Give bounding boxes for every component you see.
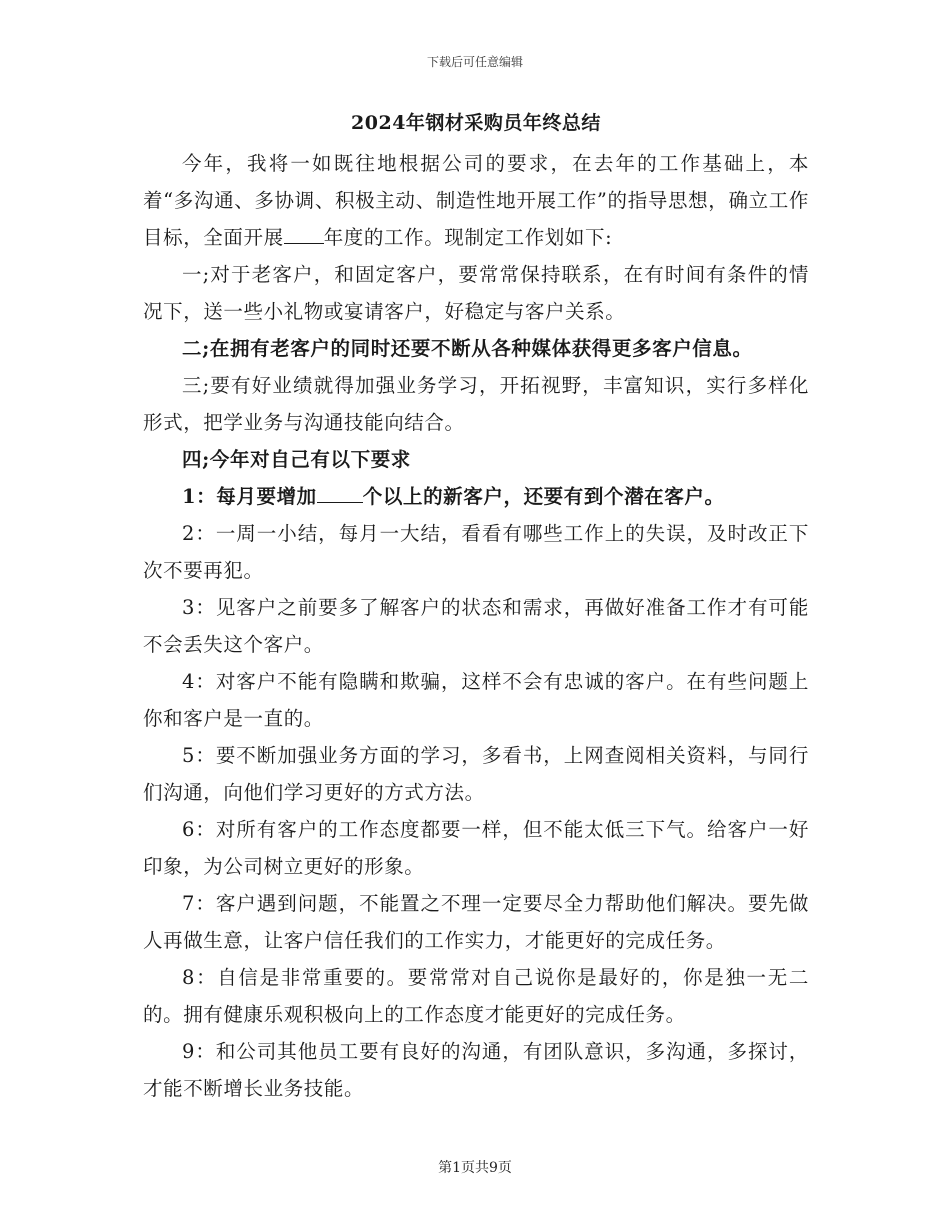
requirement-7-paragraph: 7：客户遇到问题，不能置之不理一定要尽全力帮助他们解决。要先做人再做生意，让客户信任我们的工作实力，才能更好的完成任务。 <box>143 892 809 952</box>
requirement-1-part2: 个以上的新客户，还要有到个潜在客户。 <box>362 485 725 508</box>
fill-in-blank-count <box>317 484 363 503</box>
intro-paragraph <box>143 145 809 256</box>
requirement-2-paragraph: 2：一周一小结，每月一大结，看看有哪些工作上的失误，及时改正下次不要再犯。 <box>143 522 809 582</box>
page-footer: 第1页共9页 <box>438 1160 512 1176</box>
intro-text-part1: 今年，我将一如既往地根据公司的要求，在去年的工作基础上，本着“多沟通、多协调、积极主动、制造性地开展工作”的指导思想，确立工作目标，全面开展 <box>143 152 809 249</box>
requirement-1-part1: 1：每月要增加 <box>182 485 317 508</box>
requirement-8-paragraph: 8：自信是非常重要的。要常常对自己说你是最好的，你是独一无二的。拥有健康乐观积极向上的工作态度才能更好的完成任务。 <box>143 966 809 1026</box>
document-title: 2024年钢材采购员年终总结 <box>351 112 601 134</box>
requirement-4-paragraph: 4：对客户不能有隐瞒和欺骗，这样不会有忠诚的客户。在有些问题上你和客户是一直的。 <box>143 670 809 730</box>
intro-text-part2: 年度的工作。现制定工作划如下: <box>323 226 613 249</box>
section-three-paragraph: 三;要有好业绩就得加强业务学习，开拓视野，丰富知识，实行多样化形式，把学业务与沟通技能向结合。 <box>143 374 809 434</box>
requirement-3-paragraph: 3：见客户之前要多了解客户的状态和需求，再做好准备工作才有可能不会丢失这个客户。 <box>143 596 809 656</box>
header-note: 下载后可任意编辑 <box>426 55 523 69</box>
requirement-5-paragraph: 5：要不断加强业务方面的学习，多看书，上网查阅相关资料，与同行们沟通，向他们学习更好的方式方法。 <box>143 744 809 804</box>
document-body <box>143 110 809 1107</box>
requirement-6-paragraph: 6：对所有客户的工作态度都要一样，但不能太低三下气。给客户一好印象，为公司树立更好的形象。 <box>143 818 809 878</box>
requirement-1-paragraph <box>143 478 809 515</box>
section-two-paragraph: 二;在拥有老客户的同时还要不断从各种媒体获得更多客户信息。 <box>182 337 753 360</box>
fill-in-blank-year <box>284 225 324 244</box>
section-four-heading: 四;今年对自己有以下要求 <box>182 448 411 471</box>
section-one-paragraph: 一;对于老客户，和固定客户，要常常保持联系，在有时间有条件的情况下，送一些小礼物或宴请客户，好稳定与客户关系。 <box>143 263 809 323</box>
requirement-9-paragraph: 9：和公司其他员工要有良好的沟通，有团队意识，多沟通，多探讨，才能不断增长业务技能。 <box>143 1040 809 1100</box>
